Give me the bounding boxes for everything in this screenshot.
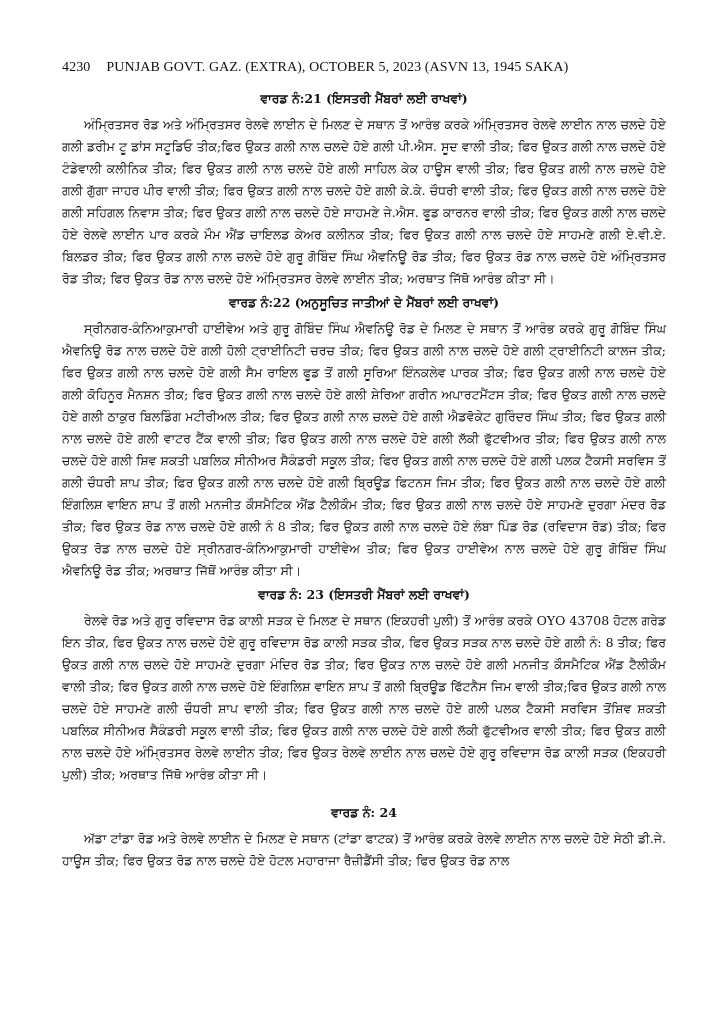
- ward-22-title: ਵਾਰਡ ਨੰ:22 (ਅਨੁਸੂਚਿਤ ਜਾਤੀਆਂ ਦੇ ਮੈਂਬਰਾਂ ਲਈ ਰਾਖਵਾਂ): [228, 295, 500, 310]
- ward-24-title: ਵਾਰਡ ਨੰ: 24: [331, 805, 397, 820]
- running-title: PUNJAB GOVT. GAZ. (EXTRA), OCTOBER 5, 2023 (ASVN 13, 1945 SAKA): [106, 60, 569, 75]
- ward-22-boundary-text: ਸ੍ਰੀਨਗਰ-ਕੰਨਿਆਕੁਮਾਰੀ ਹਾਈਵੇਅ ਅਤੇ ਗੁਰੂ ਗੋਬਿੰਦ ਸਿੰਘ ਐਵਨਿਊ ਰੋਡ ਦੇ ਮਿਲਣ ਦੇ ਸਥਾਨ ਤੋਂ ਆਰੰਭ ਕਰਕੇ ਗੁਰੂ ਗੋਬਿੰਦ ਸਿੰਘ ਐਵਨਿਊ ਰੋਡ ਨਾਲ ਚਲਦੇ ਹੋਏ ਗਲੀ ਹੋਲੀ ਟ੍ਰਾਈਨਿਟੀ ਚਰਚ ਤੀਕ; ਫਿਰ ਉਕਤ ਗਲੀ ਨਾਲ ਚਲਦੇ ਹੋਏ ਗਲੀ ਟ੍ਰਾਈਨਿਟੀ ਕਾਲਜ ਤੀਕ; ਫਿਰ ਉਕਤ ਗਲੀ ਨਾਲ ਚਲਦੇ ਹੋਏ ਗਲੀ ਸੈਮ ਰਾਇਲ ਫੂਡ ਤੋਂ ਗਲੀ ਸੂਰਿਆ ਇੰਨਕਲੇਵ ਪਾਰਕ ਤੀਕ; ਫਿਰ ਉਕਤ ਗਲੀ ਨਾਲ ਚਲਦੇ ਹੋਏ ਗਲੀ ਕੋਹਿਨੂਰ ਮੈਨਸ਼ਨ ਤੀਕ; ਫਿਰ ਉਕਤ ਗਲੀ ਨਾਲ ਚਲਦੇ ਹੋਏ ਗਲੀ ਸ਼ੇਰਿਆ ਗਰੀਨ ਅਪਾਰਟਮੈਂਟਸ ਤੀਕ; ਫਿਰ ਉਕਤ ਗਲੀ ਨਾਲ ਚਲਦੇ ਹੋਏ ਗਲੀ ਠਾਕੁਰ ਬਿਲਡਿੰਗ ਮਟੀਰੀਅਲ ਤੀਕ; ਫਿਰ ਉਕਤ ਗਲੀ ਨਾਲ ਚਲਦੇ ਹੋਏ ਗਲੀ ਐਡਵੋਕੇਟ ਗੁਰਿੰਦਰ ਸਿੰਘ ਤੀਕ; ਫਿਰ ਉਕਤ ਗਲੀ ਨਾਲ ਚਲਦੇ ਹੋਏ ਗਲੀ ਵਾਟਰ ਟੈਂਕ ਵਾਲੀ ਤੀਕ; ਫਿਰ ਉਕਤ ਗਲੀ ਨਾਲ ਚਲਦੇ ਹੋਏ ਗਲੀ ਲੱਕੀ ਫੁੱਟਵੀਅਰ ਤੀਕ; ਫਿਰ ਉਕਤ ਗਲੀ ਨਾਲ ਚਲਦੇ ਹੋਏ ਗਲੀ ਸ਼ਿਵ ਸ਼ਕਤੀ ਪਬਲਿਕ ਸੀਨੀਅਰ ਸੈਕੰਡਰੀ ਸਕੂਲ ਤੀਕ; ਫਿਰ ਉਕਤ ਗਲੀ ਨਾਲ ਚਲਦੇ ਹੋਏ ਗਲੀ ਪਲਕ ਟੈਕਸੀ ਸਰਵਿਸ ਤੋਂ ਗਲੀ ਚੌਧਰੀ ਸ਼ਾਪ ਤੀਕ; ਫਿਰ ਉਕਤ ਗਲੀ ਨਾਲ ਚਲਦੇ ਹੋਏ ਗਲੀ ਬ੍ਰਿਊਡ ਫਿਟਨਸ ਜਿਮ ਤੀਕ; ਫਿਰ ਉਕਤ ਗਲੀ ਨਾਲ ਚਲਦੇ ਹੋਏ ਗਲੀ ਇੰਗਲਿਸ਼ ਵਾਇਨ ਸ਼ਾਪ ਤੋਂ ਗਲੀ ਮਨਜੀਤ ਕੌਸਮੈਟਿਕ ਐਂਡ ਟੈਲੀਕੌਮ ਤੀਕ; ਫਿਰ ਉਕਤ ਗਲੀ ਨਾਲ ਚਲਦੇ ਹੋਏ ਸਾਹਮਣੇ ਦੁਰਗਾ ਮੰਦਰ ਰੋਡ ਤੀਕ; ਫਿਰ ਉਕਤ ਰੋਡ ਨਾਲ ਚਲਦੇ ਹੋਏ ਗਲੀ ਨੰ 8 ਤੀਕ; ਫਿਰ ਉਕਤ ਗਲੀ ਨਾਲ ਚਲਦੇ ਹੋਏ ਲੰਬਾ ਪਿੰਡ ਰੋਡ (ਰਵਿਦਾਸ ਰੋਡ) ਤੀਕ; ਫਿਰ ਉਕਤ ਰੋਡ ਨਾਲ ਚਲਦੇ ਹੋਏ ਸ੍ਰੀਨਗਰ-ਕੰਨਿਆਕੁਮਾਰੀ ਹਾਈਵੇਅ ਤੀਕ; ਫਿਰ ਉਕਤ ਹਾਈਵੇਅ ਨਾਲ ਚਲਦੇ ਹੋਏ ਗੁਰੂ ਗੋਬਿੰਦ ਸਿੰਘ ਐਵਨਿਊ ਰੋਡ ਤੀਕ; ਅਰਥਾਤ ਜਿੱਥੋਂ ਆਰੰਭ ਕੀਤਾ ਸੀ।: [62, 321, 666, 578]
- ward-24-boundary-text: ਅੱਡਾ ਟਾਂਡਾ ਰੋਡ ਅਤੇ ਰੇਲਵੇ ਲਾਈਨ ਦੇ ਮਿਲਣ ਦੇ ਸਥਾਨ (ਟਾਂਡਾ ਫਾਟਕ) ਤੋਂ ਆਰੰਭ ਕਰਕੇ ਰੇਲਵੇ ਲਾਈਨ ਨਾਲ ਚਲਦੇ ਹੋਏ ਸੇਠੀ ਡੀ.ਜੇ. ਹਾਊਸ ਤੀਕ; ਫਿਰ ਉਕਤ ਰੋਡ ਨਾਲ ਚਲਦੇ ਹੋਏ ਹੋਟਲ ਮਹਾਰਾਜਾ ਰੈਜ਼ੀਡੈਂਸੀ ਤੀਕ; ਫਿਰ ਉਕਤ ਰੋਡ ਨਾਲ: [62, 831, 666, 868]
- ward-21-title: ਵਾਰਡ ਨੰ:21 (ਇਸਤਰੀ ਮੈਂਬਰਾਂ ਲਈ ਰਾਖਵਾਂ): [260, 91, 468, 106]
- page-number: 4230: [62, 60, 91, 75]
- page-header: [62, 60, 666, 76]
- gazette-page: [62, 60, 666, 876]
- ward-21-boundary-text: ਅੰਮ੍ਰਿਤਸਰ ਰੋਡ ਅਤੇ ਅੰਮ੍ਰਿਤਸਰ ਰੇਲਵੇ ਲਾਈਨ ਦੇ ਮਿਲਣ ਦੇ ਸਥਾਨ ਤੋਂ ਆਰੰਭ ਕਰਕੇ ਅੰਮ੍ਰਿਤਸਰ ਰੇਲਵੇ ਲਾਈਨ ਨਾਲ ਚਲਦੇ ਹੋਏ ਗਲੀ ਡਰੀਮ ਟੂ ਡਾਂਸ ਸਟੂਡਿਓ ਤੀਕ;ਫਿਰ ਉਕਤ ਗਲੀ ਨਾਲ ਚਲਦੇ ਹੋਏ ਗਲੀ ਪੀ.ਐਸ. ਸੂਦ ਵਾਲੀ ਤੀਕ; ਫਿਰ ਉਕਤ ਗਲੀ ਨਾਲ ਚਲਦੇ ਹੋਏ ਟੰਡੇਵਾਲੀ ਕਲੀਨਿਕ ਤੀਕ; ਫਿਰ ਉਕਤ ਗਲੀ ਨਾਲ ਚਲਦੇ ਹੋਏ ਗਲੀ ਸਾਹਿਲ ਕੇਕ ਹਾਊਸ ਵਾਲੀ ਤੀਕ; ਫਿਰ ਉਕਤ ਗਲੀ ਨਾਲ ਚਲਦੇ ਹੋਏ ਗਲੀ ਗੁੱਗਾ ਜਾਹਰ ਪੀਰ ਵਾਲੀ ਤੀਕ; ਫਿਰ ਉਕਤ ਗਲੀ ਨਾਲ ਚਲਦੇ ਹੋਏ ਗਲੀ ਕੇ.ਕੇ. ਚੌਧਰੀ ਵਾਲੀ ਤੀਕ; ਫਿਰ ਉਕਤ ਗਲੀ ਨਾਲ ਚਲਦੇ ਹੋਏ ਗਲੀ ਸਹਿਗਲ ਨਿਵਾਸ ਤੀਕ; ਫਿਰ ਉਕਤ ਗਲੀ ਨਾਲ ਚਲਦੇ ਹੋਏ ਸਾਹਮਣੇ ਜੇ.ਐਸ. ਫੂਡ ਕਾਰਨਰ ਵਾਲੀ ਤੀਕ; ਫਿਰ ਉਕਤ ਗਲੀ ਨਾਲ ਚਲਦੇ ਹੋਏ ਰੇਲਵੇ ਲਾਈਨ ਪਾਰ ਕਰਕੇ ਮੌਮ ਐਂਡ ਚਾਇਲਡ ਕੇਅਰ ਕਲੀਨਕ ਤੀਕ; ਫਿਰ ਉਕਤ ਗਲੀ ਨਾਲ ਚਲਦੇ ਹੋਏ ਸਾਹਮਣੇ ਗਲੀ ਏ.ਵੀ.ਏ. ਬਿਲਡਰ ਤੀਕ; ਫਿਰ ਉਕਤ ਗਲੀ ਨਾਲ ਚਲਦੇ ਹੋਏ ਗੁਰੂ ਗੋਬਿੰਦ ਸਿੰਘ ਐਵਨਿਊ ਰੋਡ ਤੀਕ; ਫਿਰ ਉਕਤ ਰੋਡ ਨਾਲ ਚਲਦੇ ਹੋਏ ਅੰਮ੍ਰਿਤਸਰ ਰੋਡ ਤੀਕ; ਫਿਰ ਉਕਤ ਰੋਡ ਨਾਲ ਚਲਦੇ ਹੋਏ ਅੰਮ੍ਰਿਤਸਰ ਰੇਲਵੇ ਲਾਈਨ ਤੀਕ; ਅਰਥਾਤ ਜਿੱਥੋ ਆਰੰਭ ਕੀਤਾ ਸੀ।: [62, 117, 666, 286]
- ward-23-title: ਵਾਰਡ ਨੰ: 23 (ਇਸਤਰੀ ਮੈਂਬਰਾਂ ਲਈ ਰਾਖਵਾਂ): [258, 587, 470, 602]
- ward-23-boundary-text: ਰੇਲਵੇ ਰੋਡ ਅਤੇ ਗੁਰੂ ਰਵਿਦਾਸ ਰੋਡ ਕਾਲੀ ਸੜਕ ਦੇ ਮਿਲਣ ਦੇ ਸਥਾਨ (ਇਕਹਰੀ ਪੁਲੀ) ਤੋਂ ਆਰੰਭ ਕਰਕੇ OYO 43708 ਹੋਟਲ ਗਰੇਡ ਇਨ ਤੀਕ, ਫਿਰ ਉਕਤ ਨਾਲ ਚਲਦੇ ਹੋਏ ਗੁਰੂ ਰਵਿਦਾਸ ਰੋਡ ਕਾਲੀ ਸੜਕ ਤੀਕ, ਫਿਰ ਉਕਤ ਸੜਕ ਨਾਲ ਚਲਦੇ ਹੋਏ ਗਲੀ ਨੰ: 8 ਤੀਕ; ਫਿਰ ਉਕਤ ਗਲੀ ਨਾਲ ਚਲਦੇ ਹੋਏ ਸਾਹਮਣੇ ਦੁਰਗਾ ਮੰਦਿਰ ਰੋਡ ਤੀਕ; ਫਿਰ ਉਕਤ ਨਾਲ ਚਲਦੇ ਹੋਏ ਗਲੀ ਮਨਜੀਤ ਕੌਸਮੈਟਿਕ ਐਂਡ ਟੈਲੀਕੌਮ ਵਾਲੀ ਤੀਕ; ਫਿਰ ਉਕਤ ਗਲੀ ਨਾਲ ਚਲਦੇ ਹੋਏ ਇੰਗਲਿਸ਼ ਵਾਇਨ ਸ਼ਾਪ ਤੋਂ ਗਲੀ ਬ੍ਰਿਊਡ ਫਿੱਟਨੈਸ ਜਿਮ ਵਾਲੀ ਤੀਕ;ਫਿਰ ਉਕਤ ਗਲੀ ਨਾਲ ਚਲਦੇ ਹੋਏ ਸਾਹਮਣੇ ਗਲੀ ਚੌਧਰੀ ਸ਼ਾਪ ਵਾਲੀ ਤੀਕ; ਫਿਰ ਉਕਤ ਗਲੀ ਨਾਲ ਚਲਦੇ ਹੋਏ ਗਲੀ ਪਲਕ ਟੈਕਸੀ ਸਰਵਿਸ ਤੋਂਸ਼ਿਵ ਸ਼ਕਤੀ ਪਬਲਿਕ ਸੀਨੀਅਰ ਸੈਕੰਡਰੀ ਸਕੂਲ ਵਾਲੀ ਤੀਕ; ਫਿਰ ਉਕਤ ਗਲੀ ਨਾਲ ਚਲਦੇ ਹੋਏ ਗਲੀ ਲੱਕੀ ਫੁੱਟਵੀਅਰ ਵਾਲੀ ਤੀਕ; ਫਿਰ ਉਕਤ ਗਲੀ ਨਾਲ ਚਲਦੇ ਹੋਏ ਅੰਮ੍ਰਿਤਸਰ ਰੇਲਵੇ ਲਾਈਨ ਤੀਕ; ਫਿਰ ਉਕਤ ਰੇਲਵੇ ਲਾਈਨ ਨਾਲ ਚਲਦੇ ਹੋਏ ਗੁਰੂ ਰਵਿਦਾਸ ਰੋਡ ਕਾਲੀ ਸੜਕ (ਇਕਹਰੀ ਪੁਲੀ) ਤੀਕ; ਅਰਥਾਤ ਜਿੱਥੋ ਆਰੰਭ ਕੀਤਾ ਸੀ।: [62, 613, 666, 782]
